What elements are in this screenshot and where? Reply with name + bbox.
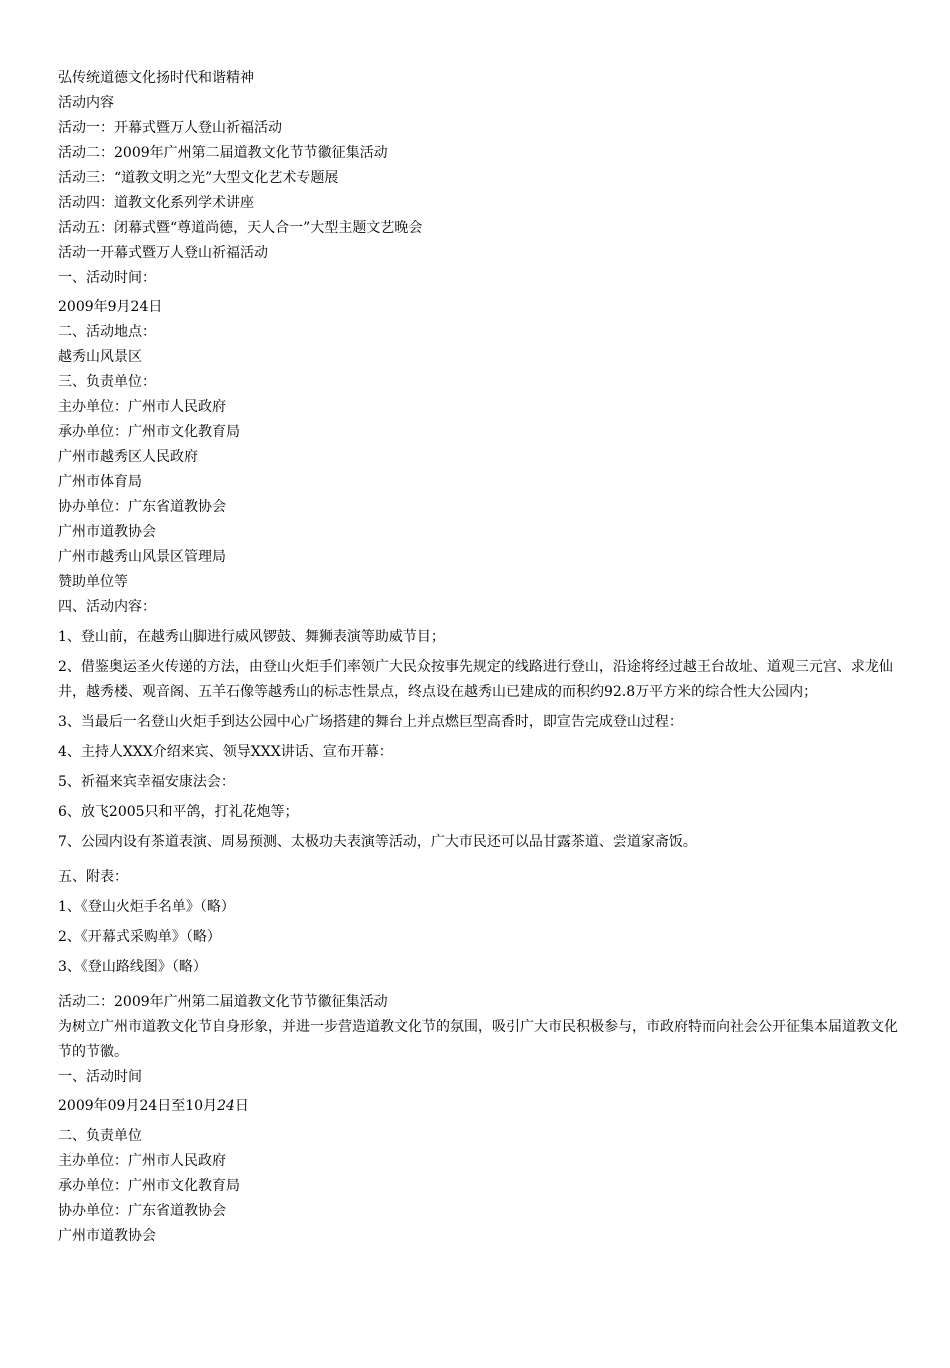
appendix-item: 1、《登山火炬手名单》（略） (58, 899, 235, 915)
subsection-heading: 二、负责单位 (58, 1128, 142, 1144)
date-day-italic: 24 (217, 1098, 235, 1114)
activity-list-item: 活动五：闭幕式暨“尊道尚德，天人合一”大型主题文艺晚会 (58, 220, 423, 236)
activity-list-item: 活动二：2009年广州第二届道教文化节节徽征集活动 (58, 145, 388, 161)
date-range-text: 2009年09月24日至10月 (58, 1098, 218, 1114)
appendix-item: 3、《登山路线图》（略） (58, 959, 207, 975)
activity-one-heading: 活动一开幕式暨万人登山祈福活动 (58, 245, 268, 261)
activity-list-item: 活动三：“道教文明之光”大型文化艺术专题展 (58, 170, 339, 186)
date-range-line (58, 1094, 898, 1119)
section-heading: 活动内容 (58, 95, 114, 111)
text-line: 广州市越秀区人民政府 (58, 449, 198, 465)
text-line: 承办单位：广州市文化教育局 (58, 424, 240, 440)
text-line: 协办单位：广东省道教协会 (58, 499, 226, 515)
text-line: 广州市道教协会 (58, 1228, 156, 1244)
list-item-paragraph: 2、借鉴奥运圣火传递的方法，由登山火炬手们率领广大民众按事先规定的线路进行登山，沿途将经过越王台故址、道观三元宫、求龙仙井，越秀楼、观音阁、五羊石像等越秀山的标志性景点，终点设在越秀山已建成的而积约92.8万平方米的综合性大公园内； (58, 659, 893, 700)
list-item: 6、放飞2005只和平鸽，打礼花炮等； (58, 804, 299, 820)
subsection-heading: 一、活动时间： (58, 270, 156, 286)
text-line: 2009年9月24日 (58, 299, 163, 315)
activity-list-item: 活动一：开幕式暨万人登山祈福活动 (58, 120, 282, 136)
list-item: 3、当最后一名登山火炬手到达公园中心广场搭建的舞台上并点燃巨型高香时，即宣告完成登山过程： (58, 714, 683, 730)
text-line: 主办单位：广州市人民政府 (58, 399, 226, 415)
subsection-heading: 一、活动时间 (58, 1069, 142, 1085)
subsection-heading: 三、负责单位： (58, 374, 156, 390)
text-line: 广州市体育局 (58, 474, 142, 490)
text-line: 赞助单位等 (58, 574, 128, 590)
text-line: 越秀山风景区 (58, 349, 142, 365)
subsection-heading: 四、活动内容： (58, 599, 156, 615)
text-line: 广州市越秀山风景区管理局 (58, 549, 226, 565)
date-suffix: 日 (234, 1098, 249, 1114)
text-line: 协办单位：广东省道教协会 (58, 1203, 226, 1219)
list-item: 7、公园内设有茶道表演、周易预测、太极功夫表演等活动，广大市民还可以品甘露茶道、尝道家斋饭。 (58, 834, 697, 850)
intro-paragraph: 为树立广州市道教文化节自身形象，并进一步营造道教文化节的氛围，吸引广大市民积极参与，市政府特而向社会公开征集本届道教文化节的节徽。 (58, 1019, 898, 1060)
list-item: 4、主持人XXX介绍来宾、领导XXX讲话、宣布开幕： (58, 744, 393, 760)
document-page (58, 66, 898, 1249)
text-line: 广州市道教协会 (58, 524, 156, 540)
list-item: 1、登山前，在越秀山脚进行威风锣鼓、舞狮表演等助威节目； (58, 629, 445, 645)
document-title: 弘传统道德文化扬时代和谐精神 (58, 70, 254, 86)
list-item: 5、祈福来宾幸福安康法会： (58, 774, 235, 790)
activity-list-item: 活动四：道教文化系列学术讲座 (58, 195, 254, 211)
text-line: 承办单位：广州市文化教育局 (58, 1178, 240, 1194)
subsection-heading: 五、附表： (58, 869, 128, 885)
activity-two-heading: 活动二：2009年广州第二届道教文化节节徽征集活动 (58, 994, 388, 1010)
subsection-heading: 二、活动地点： (58, 324, 156, 340)
text-line: 主办单位：广州市人民政府 (58, 1153, 226, 1169)
appendix-item: 2、《开幕式采购单》（略） (58, 929, 221, 945)
